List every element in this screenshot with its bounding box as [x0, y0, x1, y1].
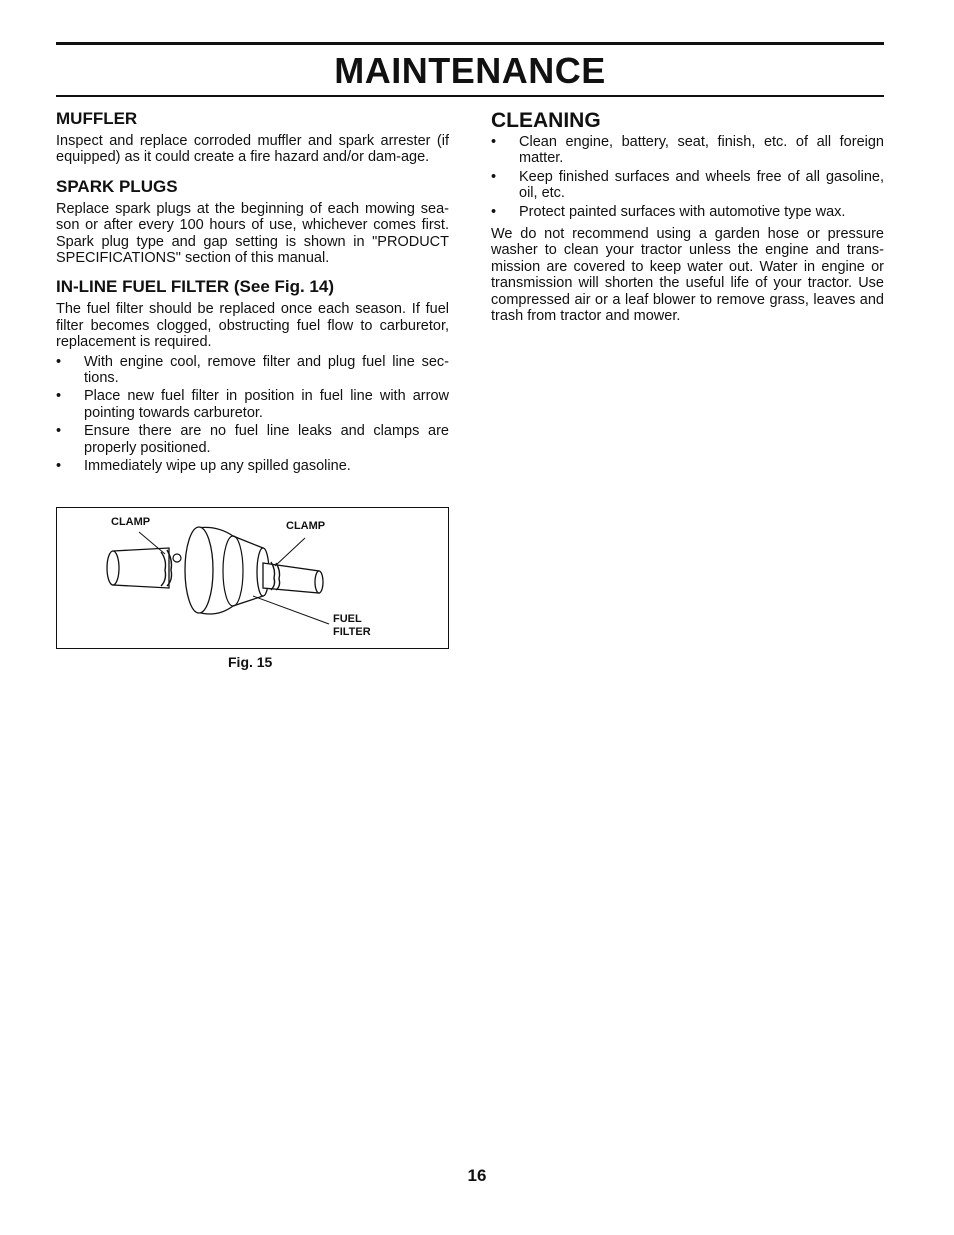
- fuel-filter-heading: IN-LINE FUEL FILTER (See Fig. 14): [56, 277, 335, 297]
- page-number: 16: [467, 1166, 487, 1185]
- muffler-text: Inspect and replace corroded muffler and spark arrester (if equipped) as it could create a fire hazard and/or dam-age.: [56, 133, 449, 166]
- fuel-filter-bullets: [56, 354, 449, 475]
- spark-plugs-text: Replace spark plugs at the beginning of each mowing sea-son or after every 100 hours of use, whichever comes first. Spark plug type and gap setting is shown in "PRODUCT SPECIFICATIONS" section of this manual.: [56, 200, 449, 267]
- fuel-filter-section: [56, 276, 449, 474]
- spark-plugs-heading: SPARK PLUGS: [56, 176, 178, 196]
- cleaning-heading: CLEANING: [491, 109, 601, 132]
- cleaning-section: [491, 108, 884, 324]
- list-item: • Clean engine, battery, seat, finish, etc. of all foreign matter.: [491, 134, 884, 167]
- right-column: [491, 108, 884, 334]
- header-rule-top: [56, 42, 884, 45]
- list-item: • With engine cool, remove filter and plug fuel line sec-tions.: [56, 354, 449, 387]
- header-rule-bottom: [56, 95, 884, 97]
- page-title: MAINTENANCE: [334, 50, 606, 91]
- cleaning-bullets: [491, 134, 884, 220]
- figure-caption: Fig. 15: [228, 654, 273, 670]
- list-item: • Place new fuel filter in position in fuel line with arrow pointing towards carburetor.: [56, 388, 449, 421]
- muffler-heading: MUFFLER: [56, 109, 138, 128]
- muffler-section: [56, 108, 449, 166]
- spark-plugs-section: [56, 176, 449, 267]
- clamp-label-right: CLAMP: [286, 520, 326, 532]
- list-item: • Protect painted surfaces with automotive type wax.: [491, 204, 884, 220]
- fuel-filter-figure: [56, 507, 449, 649]
- fuel-filter-label-line1: FUEL: [333, 613, 362, 625]
- fuel-filter-label: [333, 613, 371, 639]
- clamp-label-left: CLAMP: [111, 516, 151, 528]
- left-column: [56, 108, 449, 485]
- list-item: • Ensure there are no fuel line leaks and clamps are properly positioned.: [56, 423, 449, 456]
- fuel-filter-text: The fuel filter should be replaced once each season. If fuel filter becomes clogged, obstructing fuel flow to carburetor, replacement is required.: [56, 301, 449, 351]
- fuel-filter-illustration: [57, 508, 448, 648]
- list-item: • Immediately wipe up any spilled gasoline.: [56, 458, 449, 474]
- fuel-filter-label-line2: FILTER: [333, 626, 371, 638]
- list-item: • Keep finished surfaces and wheels free of all gasoline, oil, etc.: [491, 169, 884, 202]
- cleaning-text: We do not recommend using a garden hose or pressure washer to clean your tractor unless the engine and trans-mission are covered to keep water out. Water in engine or transmission will shorten the useful life of your tractor. Use compressed air or a leaf blower to remove grass, leaves and trash from tractor and mower.: [491, 226, 884, 325]
